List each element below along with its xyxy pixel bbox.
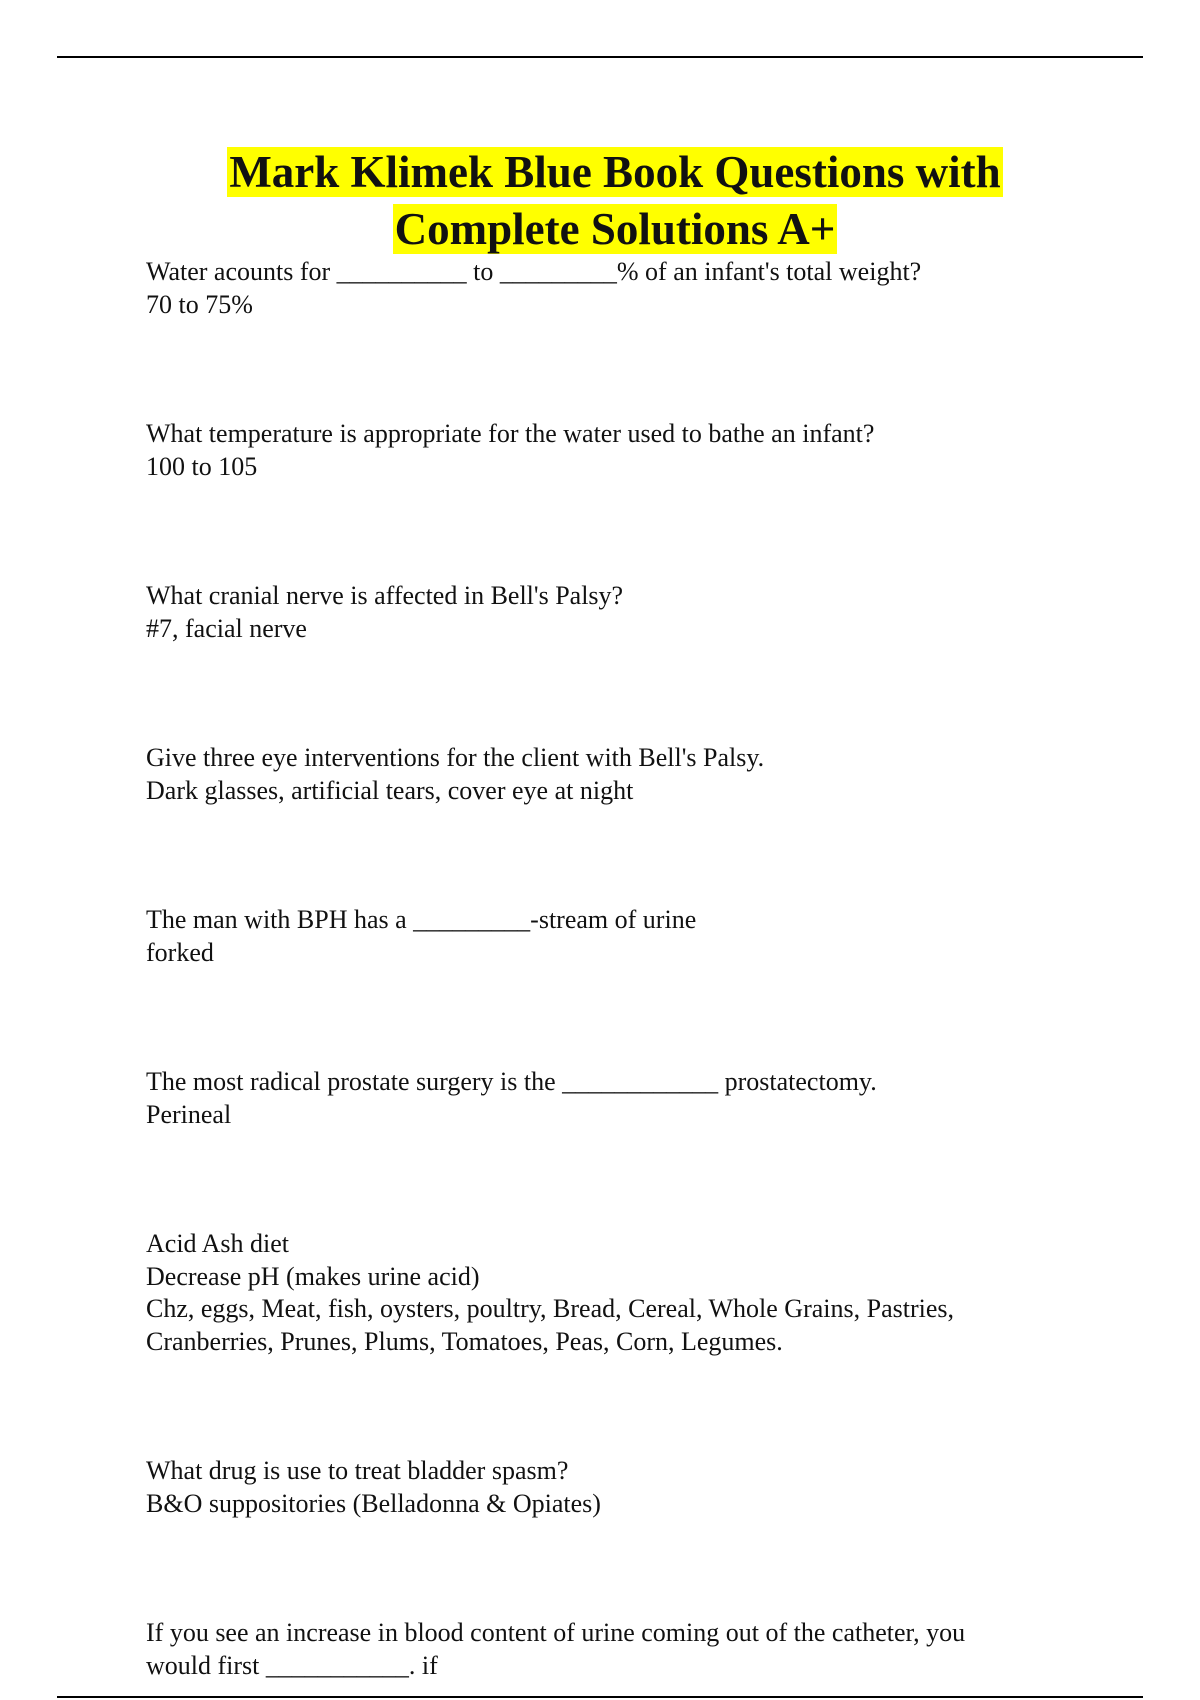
answer-text: #7, facial nerve (146, 613, 307, 643)
question-list (146, 256, 1056, 1682)
answer-text: 70 to 75% (146, 289, 253, 319)
question-text: The most radical prostate surgery is the ____________ prostatectomy. (146, 1067, 877, 1096)
answer-text: would first ___________. if (146, 1650, 438, 1680)
footer-rule (57, 1696, 1143, 1698)
question-text: Acid Ash diet (146, 1229, 289, 1258)
answer-text: forked (146, 937, 214, 967)
question-text: Water acounts for __________ to _________% of an infant's total weight? (146, 257, 922, 286)
answer-text: 100 to 105 (146, 451, 258, 481)
answer-text: B&O suppositories (Belladonna & Opiates) (146, 1488, 601, 1518)
question-item (146, 1617, 1056, 1682)
question-item (146, 742, 1056, 807)
question-text: Give three eye interventions for the client with Bell's Palsy. (146, 743, 765, 772)
question-item (146, 1066, 1056, 1131)
question-item (146, 1455, 1056, 1520)
answer-text: Perineal (146, 1099, 232, 1129)
question-item (146, 418, 1056, 483)
question-item (146, 904, 1056, 969)
answer-text: Dark glasses, artificial tears, cover eye at night (146, 775, 634, 805)
question-item (146, 256, 1056, 321)
question-text: If you see an increase in blood content of urine coming out of the catheter, you (146, 1618, 966, 1647)
title-line-2: Complete Solutions A+ (394, 204, 836, 254)
question-item (146, 580, 1056, 645)
document-title (140, 144, 1090, 258)
header-rule (57, 56, 1143, 58)
title-line-1: Mark Klimek Blue Book Questions with (229, 147, 1001, 197)
question-text: What temperature is appropriate for the water used to bathe an infant? (146, 419, 875, 448)
question-text: What drug is use to treat bladder spasm? (146, 1456, 569, 1485)
answer-text: Cranberries, Prunes, Plums, Tomatoes, Peas, Corn, Legumes. (146, 1326, 783, 1356)
answer-text: Chz, eggs, Meat, fish, oysters, poultry, Bread, Cereal, Whole Grains, Pastries, (146, 1294, 954, 1323)
question-text: What cranial nerve is affected in Bell's Palsy? (146, 581, 624, 610)
question-text: The man with BPH has a _________-stream of urine (146, 905, 697, 934)
question-item (146, 1228, 1056, 1358)
answer-text: Decrease pH (makes urine acid) (146, 1261, 480, 1291)
